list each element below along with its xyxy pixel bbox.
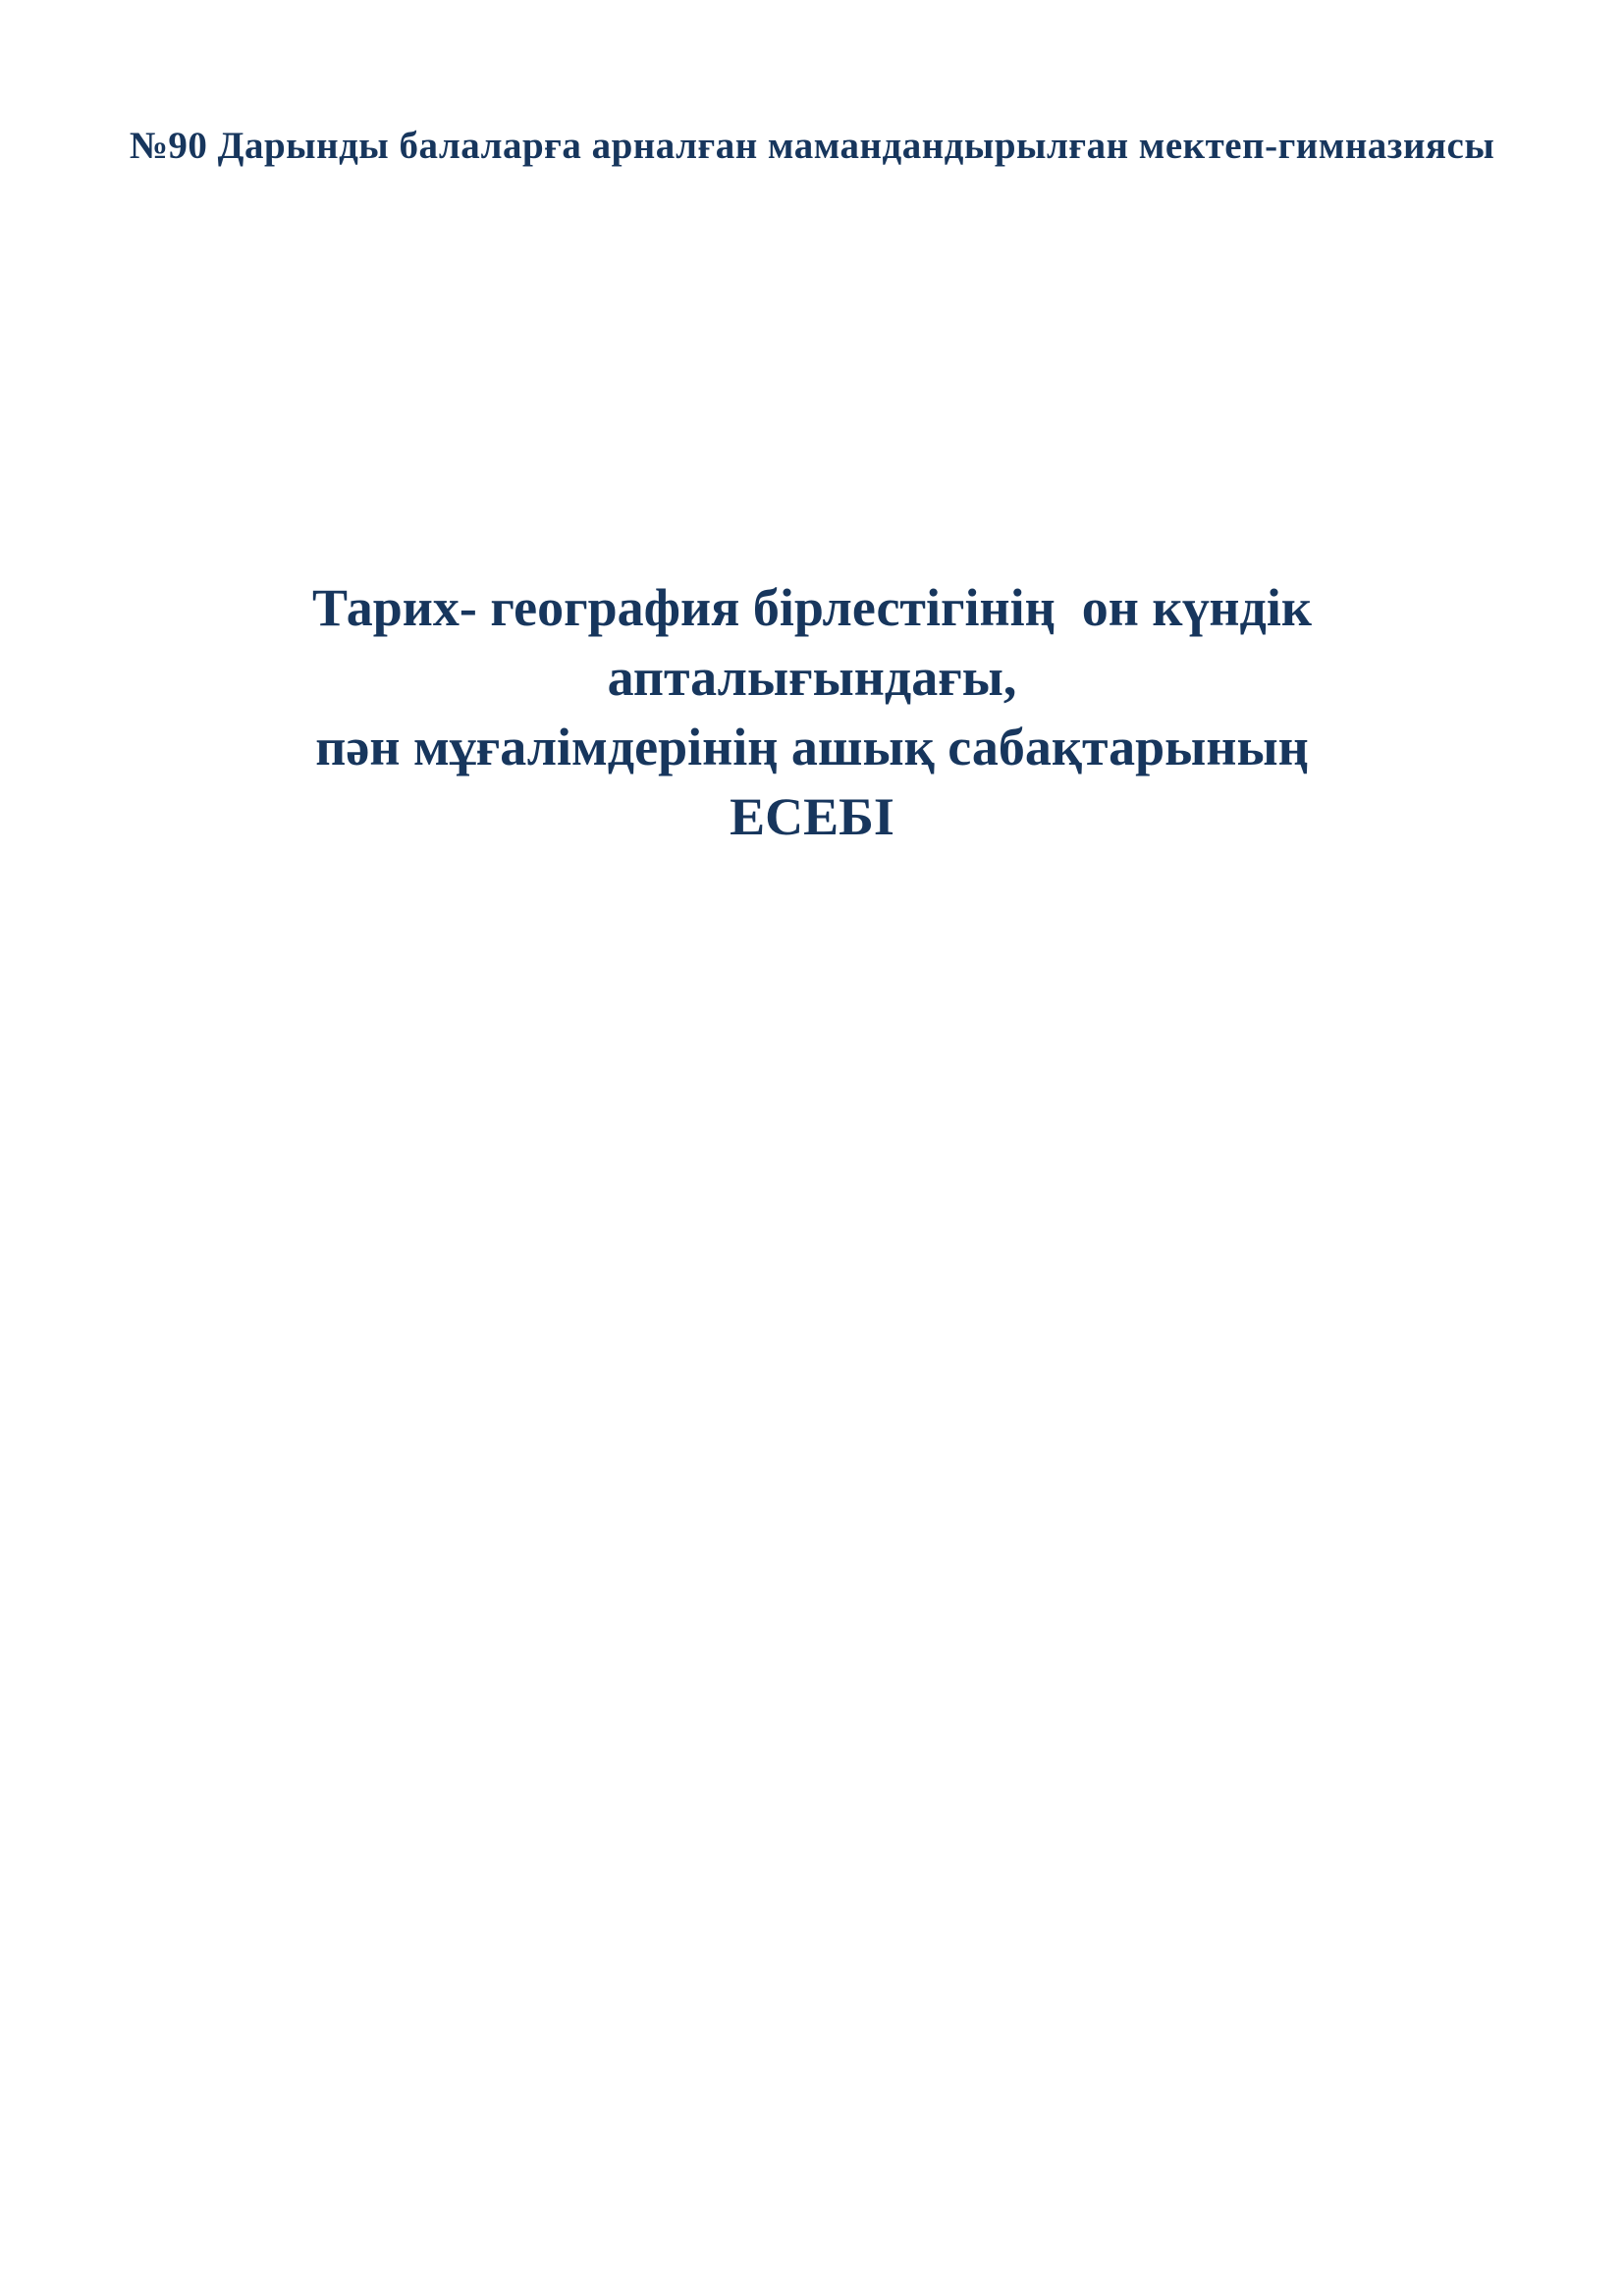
document-title xyxy=(0,573,1624,852)
title-line-4: ЕСЕБІ xyxy=(730,787,894,846)
title-line-3: пән мұғалімдерінің ашық сабақтарының xyxy=(315,718,1309,776)
school-name-header: №90 Дарынды балаларға арналған мамандандырылған мектеп-гимназиясы xyxy=(129,125,1495,167)
title-line-2: апталығындағы, xyxy=(607,648,1017,707)
title-line-1: Тарих- география бірлестігінің он күндік xyxy=(312,578,1312,637)
